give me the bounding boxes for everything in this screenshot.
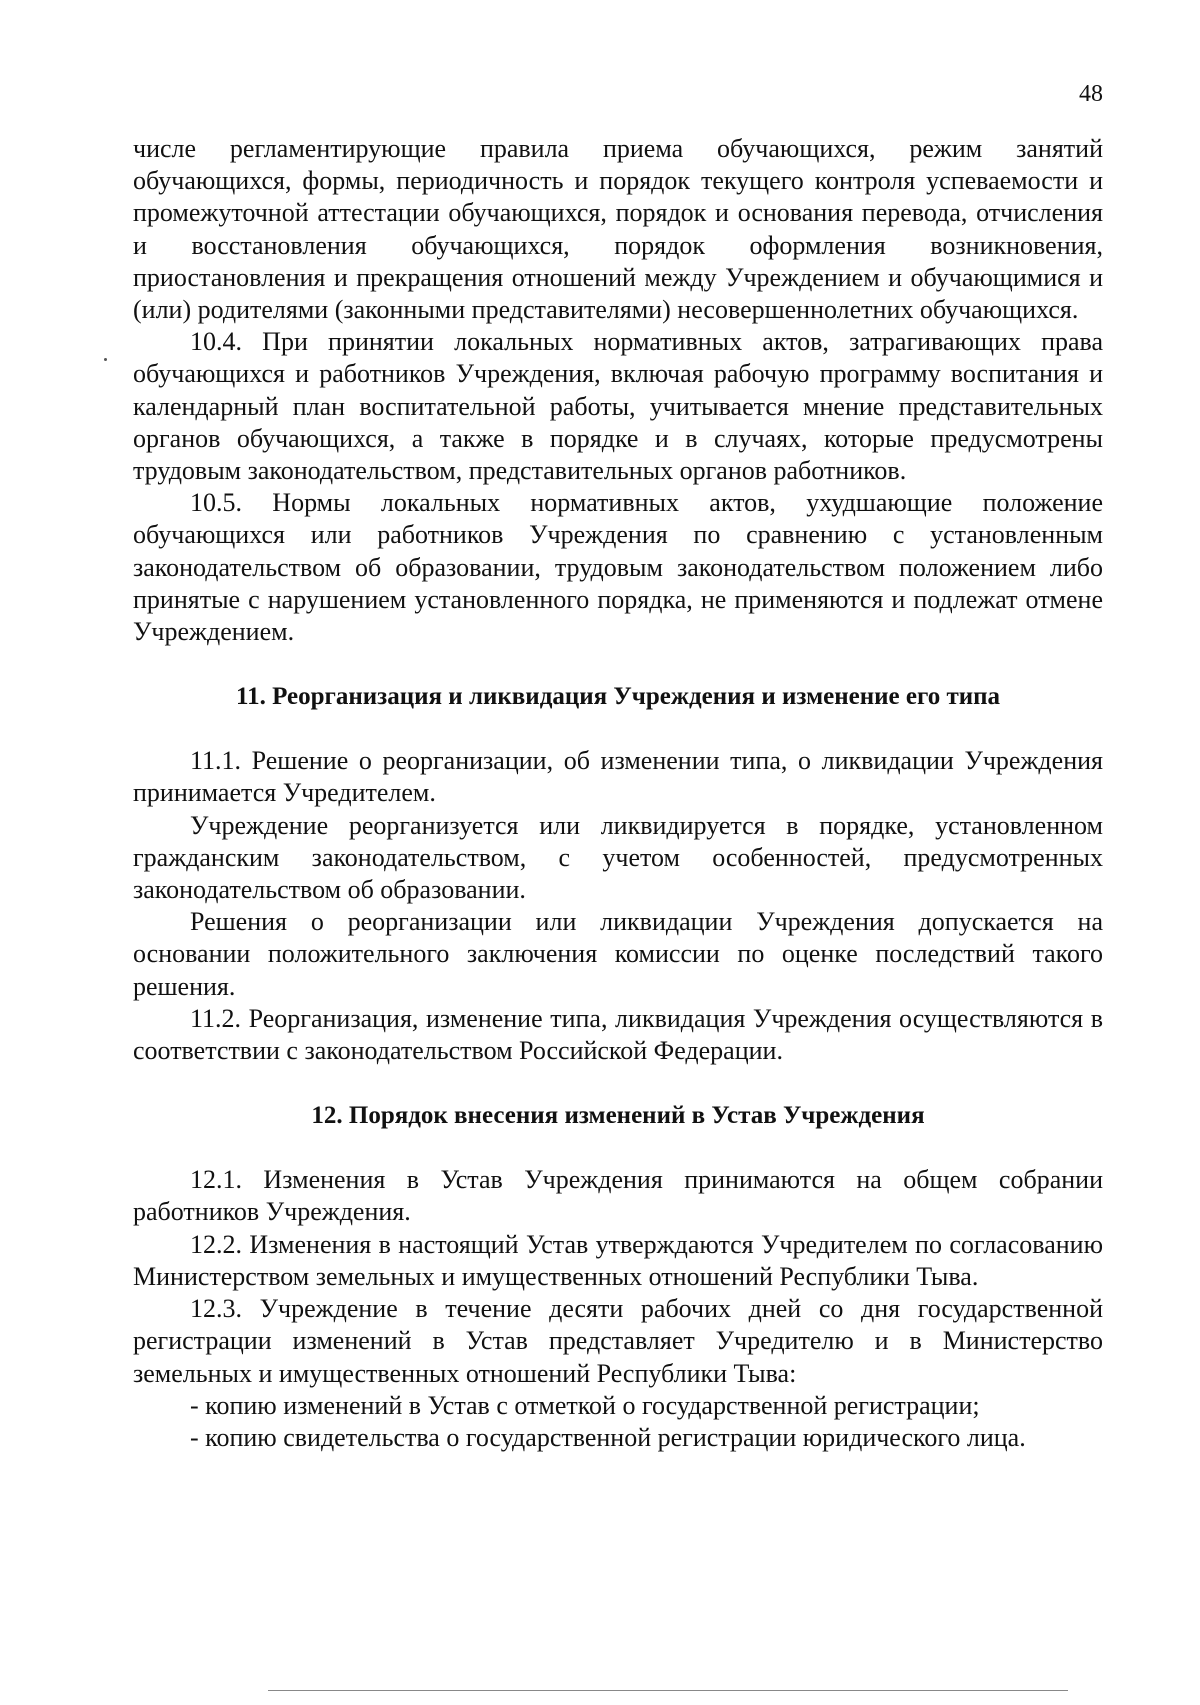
list-item: - копию изменений в Устав с отметкой о государственной регистрации; <box>190 1390 980 1420</box>
paragraph-11-1-reorganization: Учреждение реорганизуется или ликвидируется в порядке, установленном гражданским законодательством, с учетом особенностей, предусмотренных законодательством об образовании. <box>133 810 1103 905</box>
paragraph-12-1: 12.1. Изменения в Устав Учреждения принимаются на общем собрании работников Учреждения. <box>133 1165 1103 1227</box>
paragraph-11-2: 11.2. Реорганизация, изменение типа, ликвидация Учреждения осуществляются в соответствии с законодательством Российской Федерации. <box>133 1003 1103 1066</box>
list-item: - копию свидетельства о государственной регистрации юридического лица. <box>190 1422 1026 1452</box>
document-body <box>133 133 1103 1454</box>
paragraph-continuation: числе регламентирующие правила приема обучающихся, режим занятий обучающихся, формы, периодичность и порядок текущего контроля успеваемости и промежуточной аттестации обучающихся, порядок и основания перевода, отчисления и восстановления обучающихся, порядок оформления возникновения, приостановления и прекращения отношений между Учреждением и обучающимися и (или) родителями (законными представителями) несовершеннолетних обучающихся. <box>133 134 1103 325</box>
spacer <box>133 1132 1103 1164</box>
page-number: 48 <box>1079 81 1103 107</box>
scan-speck <box>104 358 107 361</box>
section-12-heading: 12. Порядок внесения изменений в Устав Учреждения <box>311 1102 925 1130</box>
paragraph-10-5: 10.5. Нормы локальных нормативных актов, ухудшающие положение обучающихся или работников Учреждения по сравнению с установленным законодательством об образовании, трудовым законодательством положением либо принятые с нарушением установленного порядка, не применяются и подлежат отмене Учреждением. <box>133 488 1103 647</box>
spacer <box>133 713 1103 745</box>
paragraph-12-3: 12.3. Учреждение в течение десяти рабочих дней со дня государственной регистрации изменений в Устав представляет Учредителю и в Министерство земельных и имущественных отношений Республики Тыва: <box>133 1294 1103 1388</box>
paragraph-11-1: 11.1. Решение о реорганизации, об изменении типа, о ликвидации Учреждения принимается Учредителем. <box>133 746 1103 808</box>
paragraph-10-4: 10.4. При принятии локальных нормативных актов, затрагивающих права обучающихся и работников Учреждения, включая рабочую программу воспитания и календарный план воспитательной работы, учитывается мнение представительных органов обучающихся, а также в порядке и в случаях, которые предусмотрены трудовым законодательством, представительных органов работников. <box>133 327 1103 486</box>
section-11-heading: 11. Реорганизация и ликвидация Учреждения и изменение его типа <box>235 683 1001 711</box>
paragraph-12-2: 12.2. Изменения в настоящий Устав утверждаются Учредителем по согласованию Министерством земельных и имущественных отношений Республики Тыва. <box>133 1229 1103 1291</box>
bottom-rule <box>268 1690 1068 1691</box>
paragraph-11-1-decisions: Решения о реорганизации или ликвидации Учреждения допускается на основании положительного заключения комиссии по оценке последствий такого решения. <box>133 907 1103 1001</box>
spacer <box>133 648 1103 681</box>
spacer <box>133 1067 1103 1100</box>
